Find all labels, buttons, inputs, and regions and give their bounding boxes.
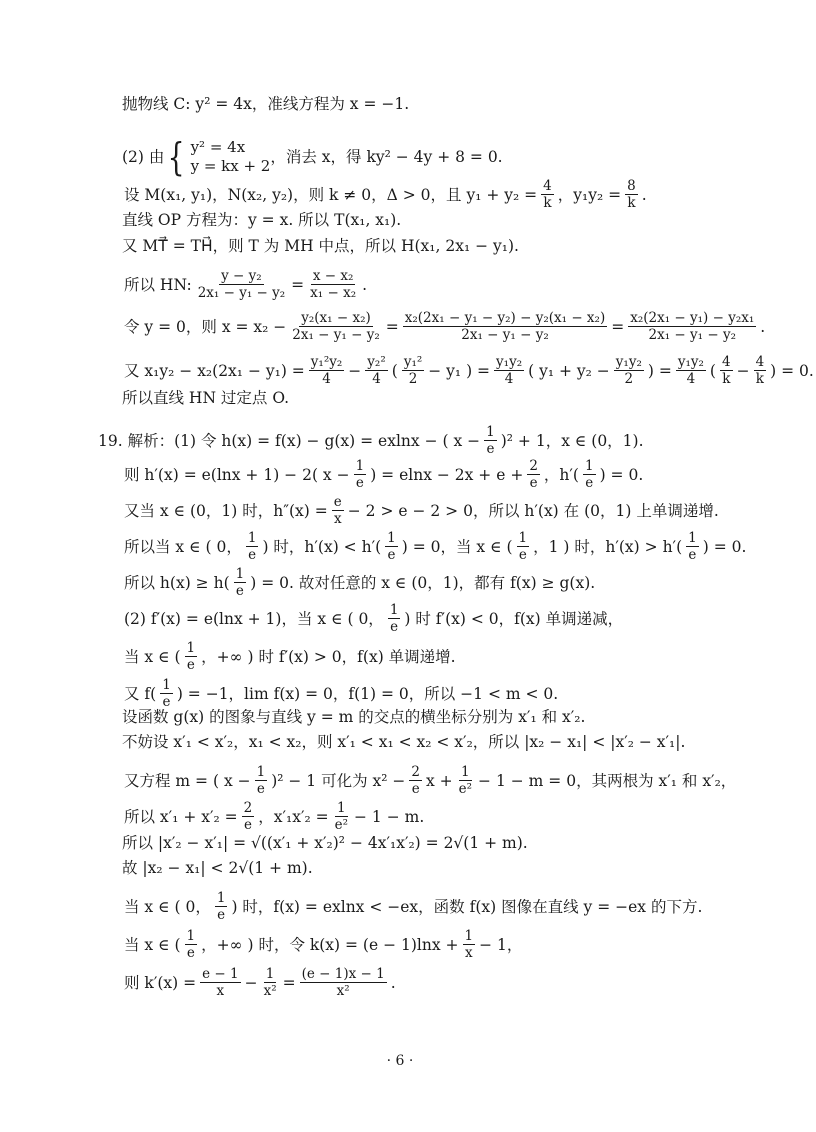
- fraction: [686, 530, 699, 563]
- text-segment: 所以 x′₁ + x′₂ =: [124, 807, 238, 826]
- text-segment: =: [291, 275, 305, 294]
- fraction: [262, 966, 279, 999]
- text-segment: =: [611, 317, 625, 336]
- numerator: 2: [411, 764, 420, 780]
- text-segment: x +: [425, 771, 453, 790]
- solution-line: [96, 424, 646, 457]
- numerator: 1: [216, 890, 226, 906]
- fraction: [720, 354, 733, 387]
- denominator: 2x₁ − y₁ − y₂: [292, 327, 380, 343]
- numerator: 1: [265, 966, 275, 982]
- text-segment: .: [641, 185, 647, 204]
- solution-line: [122, 677, 560, 710]
- denominator: 4: [372, 371, 381, 387]
- fraction: [309, 354, 345, 387]
- fraction: [583, 458, 596, 491]
- fraction: [628, 310, 756, 343]
- text-segment: ，消去 x，得 ky² − 4y + 8 = 0.: [270, 148, 503, 166]
- fraction: [308, 268, 358, 301]
- fraction: [196, 268, 287, 301]
- equation-system: [164, 135, 271, 179]
- numerator: x₂(2x₁ − y₁ − y₂) − y₂(x₁ − x₂): [404, 310, 606, 326]
- text-segment: ) = 0.: [702, 537, 747, 556]
- fraction: [517, 530, 530, 563]
- text-segment: 所以 h(x) ≥ h(: [124, 573, 230, 592]
- solution-line: [122, 764, 738, 797]
- solution-line: 设函数 g(x) 的图象与直线 y = m 的交点的横坐标分别为 x′₁ 和 x′₂.: [122, 708, 586, 726]
- solution-line: [122, 602, 625, 635]
- numerator: e − 1: [202, 966, 239, 982]
- denominator: e: [217, 907, 226, 923]
- text-segment: 所以当 x ∈ ( 0，: [124, 537, 242, 556]
- text-segment: − 1，: [479, 935, 523, 954]
- denominator: 4: [686, 371, 696, 387]
- fraction: [246, 530, 259, 563]
- text-segment: )² − 1 可化为 x² −: [271, 771, 406, 790]
- text-segment: 则 k′(x) =: [124, 973, 197, 992]
- numerator: x₂(2x₁ − y₁) − y₂x₁: [630, 310, 755, 326]
- numerator: y₁y₂: [677, 354, 704, 370]
- fraction: [365, 354, 387, 387]
- numerator: 1: [461, 764, 470, 780]
- denominator: x: [465, 945, 473, 961]
- denominator: k: [627, 195, 636, 211]
- numerator: 1: [256, 764, 266, 780]
- text-segment: 所以 HN:: [124, 275, 192, 294]
- solution-line: [122, 310, 767, 343]
- numerator: y − y₂: [221, 268, 262, 284]
- solution-line: 抛物线 C: y² = 4x，准线方程为 x = −1.: [122, 95, 410, 113]
- numerator: 1: [186, 928, 196, 944]
- numerator: 2: [529, 458, 538, 474]
- denominator: k: [755, 371, 764, 387]
- denominator: e: [355, 475, 364, 491]
- denominator: e: [243, 817, 252, 833]
- solution-line: 不妨设 x′₁ < x′₂，x₁ < x₂，则 x′₁ < x₁ < x₂ < x′₂，所以 |x₂ − x₁| < |x′₂ − x′₁|.: [122, 733, 686, 751]
- page-number: · 6 ·: [386, 1053, 414, 1069]
- text-segment: 当 x ∈ ( 0，: [124, 897, 211, 916]
- fraction: [676, 354, 706, 387]
- text-segment: (: [709, 361, 716, 380]
- fraction: [463, 928, 476, 961]
- solution-line: [122, 178, 649, 211]
- numerator: 1: [355, 458, 365, 474]
- solution-line: [122, 928, 524, 961]
- solution-line: [122, 458, 645, 491]
- fraction: [541, 178, 554, 211]
- fraction: [388, 602, 401, 635]
- denominator: 2: [408, 371, 418, 387]
- text-segment: ) 时，f(x) = exlnx < −ex，函数 f(x) 图像在直线 y = −ex 的下方.: [231, 897, 703, 916]
- text-segment: .: [760, 317, 766, 336]
- denominator: 2: [624, 371, 634, 387]
- text-segment: ，y₁y₂ =: [557, 185, 622, 204]
- denominator: e: [387, 547, 396, 563]
- numerator: 1: [518, 530, 528, 546]
- denominator: x²: [336, 983, 350, 999]
- numerator: 1: [464, 928, 474, 944]
- fraction: [354, 458, 367, 491]
- numerator: 1: [584, 458, 594, 474]
- denominator: e: [585, 475, 594, 491]
- numerator: y₁y₂: [496, 354, 523, 370]
- text-segment: ) = elnx − 2x + e +: [370, 465, 524, 484]
- numerator: 1: [162, 677, 171, 693]
- denominator: x₁ − x₂: [310, 285, 357, 301]
- numerator: y₁²y₂: [310, 354, 343, 370]
- fraction: [300, 966, 387, 999]
- denominator: e: [256, 781, 265, 797]
- text-segment: (: [391, 361, 398, 380]
- solution-line: [122, 354, 816, 387]
- numerator: y₂²: [367, 354, 386, 370]
- numerator: y₁y₂: [615, 354, 642, 370]
- solution-line: [122, 494, 721, 527]
- numerator: 4: [543, 178, 552, 194]
- denominator: e: [518, 547, 527, 563]
- fraction: [385, 530, 398, 563]
- fraction: [290, 310, 381, 343]
- text-segment: ，x′₁x′₂ =: [258, 807, 329, 826]
- fraction: [494, 354, 524, 387]
- solution-line: [122, 890, 704, 923]
- denominator: x²: [263, 983, 277, 999]
- equation-row: y = kx + 2: [190, 157, 271, 175]
- denominator: e: [529, 475, 538, 491]
- text-segment: (2) f′(x) = e(lnx + 1)，当 x ∈ ( 0，: [124, 609, 384, 628]
- denominator: 2x₁ − y₁ − y₂: [648, 327, 736, 343]
- text-segment: )² + 1，x ∈ (0，1).: [500, 431, 644, 450]
- solution-line: [122, 135, 503, 179]
- fraction: [200, 966, 240, 999]
- fraction: [242, 800, 255, 833]
- numerator: e: [333, 494, 342, 510]
- fraction: [754, 354, 767, 387]
- text-segment: .: [390, 973, 396, 992]
- denominator: 4: [322, 371, 331, 387]
- text-segment: 又 x₁y₂ − x₂(2x₁ − y₁) =: [124, 361, 305, 380]
- denominator: e: [235, 583, 244, 599]
- fraction: [625, 178, 638, 211]
- denominator: e: [186, 945, 195, 961]
- text-segment: =: [385, 317, 399, 336]
- solution-line: [122, 966, 398, 999]
- solution-line: 故 |x₂ − x₁| < 2√(1 + m).: [122, 859, 313, 877]
- denominator: x: [333, 511, 342, 527]
- fraction: [457, 764, 474, 797]
- denominator: e²: [334, 817, 349, 833]
- text-segment: .: [362, 275, 368, 294]
- denominator: 2x₁ − y₁ − y₂: [197, 285, 286, 301]
- solution-line: 所以 |x′₂ − x′₁| = √((x′₁ + x′₂)² − 4x′₁x′₂) = 2√(1 + m).: [122, 834, 528, 852]
- denominator: e: [486, 441, 495, 457]
- text-segment: ) = 0.: [599, 465, 644, 484]
- numerator: x − x₂: [312, 268, 354, 284]
- equation-row: y² = 4x: [190, 138, 246, 156]
- numerator: 1: [247, 530, 257, 546]
- text-segment: =: [282, 973, 296, 992]
- text-segment: 设 M(x₁, y₁)，N(x₂, y₂)，则 k ≠ 0，Δ > 0，且 y₁ + y₂ =: [124, 185, 538, 204]
- denominator: 4: [504, 371, 514, 387]
- text-segment: ) 时，h′(x) < h′(: [262, 537, 382, 556]
- text-segment: − 1 − m = 0，其两根为 x′₁ 和 x′₂，: [478, 771, 737, 790]
- denominator: 2x₁ − y₁ − y₂: [461, 327, 549, 343]
- text-segment: 当 x ∈ (: [124, 647, 181, 666]
- text-segment: ，1 ) 时，h′(x) > h′(: [533, 537, 683, 556]
- denominator: e: [248, 547, 257, 563]
- numerator: 1: [387, 530, 396, 546]
- text-segment: 又 f(: [124, 684, 157, 703]
- fraction: [255, 764, 268, 797]
- numerator: 1: [486, 424, 495, 440]
- text-segment: 又方程 m = ( x −: [124, 771, 251, 790]
- numerator: 1: [337, 800, 346, 816]
- numerator: 1: [235, 566, 245, 582]
- numerator: 4: [721, 354, 731, 370]
- denominator: e: [186, 657, 195, 673]
- denominator: e²: [458, 781, 473, 797]
- text-segment: ) 时 f′(x) < 0，f(x) 单调递减，: [404, 609, 624, 628]
- denominator: x: [216, 983, 225, 999]
- solution-line: 直线 OP 方程为：y = x. 所以 T(x₁, x₁).: [122, 211, 402, 229]
- text-segment: 19. 解析：(1) 令 h(x) = f(x) − g(x) = exlnx − ( x −: [98, 431, 481, 450]
- denominator: e: [390, 619, 399, 635]
- solution-line: [122, 268, 369, 301]
- numerator: 1: [688, 530, 697, 546]
- fraction: [234, 566, 247, 599]
- text-segment: −: [244, 973, 258, 992]
- fraction: [333, 800, 350, 833]
- fraction: [403, 310, 607, 343]
- text-segment: ) = 0.: [770, 361, 814, 380]
- solution-line: [122, 566, 597, 599]
- solution-line: [122, 530, 748, 563]
- text-segment: ) =: [647, 361, 672, 380]
- fraction: [185, 640, 198, 673]
- fraction: [402, 354, 424, 387]
- solution-line: 又 MT⃗ = TH⃗，则 T 为 MH 中点，所以 H(x₁, 2x₁ − y₁).: [122, 237, 519, 255]
- denominator: e: [688, 547, 697, 563]
- fraction: [185, 928, 198, 961]
- text-segment: ( y₁ + y₂ −: [528, 361, 610, 380]
- text-segment: 当 x ∈ (: [124, 935, 181, 954]
- text-segment: 又当 x ∈ (0，1) 时，h″(x) =: [124, 501, 328, 520]
- text-segment: ，+∞ ) 时 f′(x) > 0，f(x) 单调递增.: [201, 647, 456, 666]
- fraction: [332, 494, 344, 527]
- text-segment: 则 h′(x) = e(lnx + 1) − 2( x −: [124, 465, 350, 484]
- solution-line: [122, 800, 426, 833]
- text-segment: − 1 − m.: [354, 807, 425, 826]
- fraction: [160, 677, 173, 710]
- text-segment: ) = 0，当 x ∈ (: [401, 537, 513, 556]
- text-segment: −: [348, 361, 362, 380]
- text-segment: ，+∞ ) 时，令 k(x) = (e − 1)lnx +: [201, 935, 459, 954]
- left-brace: {: [168, 135, 185, 179]
- numerator: (e − 1)x − 1: [301, 966, 385, 982]
- solution-line: [122, 640, 458, 673]
- fraction: [215, 890, 228, 923]
- fraction: [614, 354, 644, 387]
- numerator: 8: [627, 178, 636, 194]
- text-segment: (2) 由: [122, 148, 165, 166]
- numerator: y₁²: [403, 354, 423, 370]
- fraction: [409, 764, 422, 797]
- numerator: 1: [389, 602, 399, 618]
- solution-line: 所以直线 HN 过定点 O.: [122, 389, 290, 407]
- denominator: k: [722, 371, 731, 387]
- denominator: e: [411, 781, 420, 797]
- text-segment: ) = 0. 故对任意的 x ∈ (0，1)，都有 f(x) ≥ g(x).: [250, 573, 596, 592]
- fraction: [484, 424, 497, 457]
- denominator: k: [543, 195, 552, 211]
- text-segment: 令 y = 0，则 x = x₂ −: [124, 317, 287, 336]
- text-segment: ，h′(: [543, 465, 579, 484]
- text-segment: − 2 > e − 2 > 0，所以 h′(x) 在 (0，1) 上单调递增.: [347, 501, 719, 520]
- fraction: [527, 458, 540, 491]
- text-segment: −: [736, 361, 750, 380]
- numerator: 2: [243, 800, 253, 816]
- numerator: 4: [755, 354, 765, 370]
- numerator: 1: [186, 640, 196, 656]
- numerator: y₂(x₁ − x₂): [301, 310, 371, 326]
- text-segment: ) = −1，lim f(x) = 0，f(1) = 0，所以 −1 < m < 0.: [176, 684, 559, 703]
- denominator: e: [162, 694, 171, 710]
- text-segment: − y₁ ) =: [428, 361, 491, 380]
